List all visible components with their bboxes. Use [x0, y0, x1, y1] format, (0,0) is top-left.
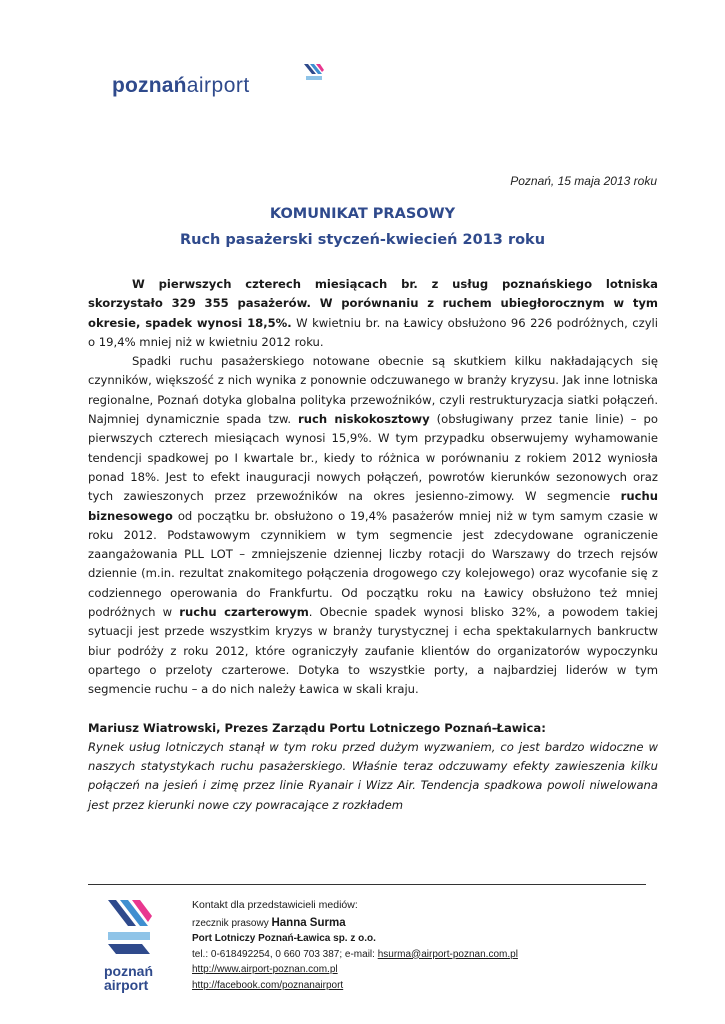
para2-text-1: Spadki ruchu pasażerskiego notowane obecnie są skutkiem kilku nakładających się czynników, większość z nich wynika z ponownie odczuwanego w branży kryzysu. Jak inne lotniska regionalne, Poznań dotyka globalna polityka przewoźników, czyli restrukturyzacja siatki połączeń. Najmniej dynamicznie spada tzw. [88, 354, 658, 427]
logo-word-airport: airport [186, 74, 250, 97]
footer-divider [88, 884, 646, 885]
paragraph-2 [88, 352, 658, 699]
phone-text: tel.: 0-618492254, 0 660 703 387; e-mail: [192, 948, 378, 960]
para2-bold-charter: ruchu czarterowym [179, 605, 309, 620]
spokesperson-name: Hanna Surma [271, 916, 346, 929]
footer-logo-word-airport: airport [104, 977, 149, 993]
quote-author-text: Mariusz Wiatrowski, Prezes Zarządu Portu Lotniczego Poznań-Ławica: [88, 720, 546, 735]
website-link[interactable]: http://www.airport-poznan.com.pl [192, 964, 338, 975]
spokesperson-line [192, 916, 612, 932]
logo-wordmark [112, 74, 250, 98]
para2-text-2: (obsługiwany przez tanie linie) – po pierwszych czterech miesiącach wynosi 15,9%. W tym przypadku obserwujemy wyhamowanie tendencji spadkowej po I kwartale br., kiedy to różnica w porównaniu z rokiem 2012 wyniosła ponad 18%. Jest to efekt inauguracji nowych połączeń, powrotów kierunków sezonowych oraz tych zawieszonych przez przewoźników na okres jesienno-zimowy. W segmencie [88, 412, 658, 504]
company-name: Port Lotniczy Poznań-Ławica sp. z o.o. [192, 933, 376, 944]
email-link[interactable]: hsurma@airport-poznan.com.pl [377, 948, 518, 960]
release-date: Poznań, 15 maja 2013 roku [510, 174, 657, 188]
para2-text-4: . Obecnie spadek wynosi blisko 32%, a powodem takiej sytuacji jest przede wszystkim kryzys w branży turystycznej i echa spektakularnych bankructw biur podróży z roku 2012, które ograniczyły zaufanie klientów do organizatorów wypoczynku opartego o przeloty czarterowe. Dotyka to wszystkie porty, a najbardziej liderów w tym segmencie ruchu – a do nich należy Ławica w skali kraju. [88, 605, 658, 697]
logo-word-poznan: poznań [112, 74, 187, 97]
header-logo [112, 62, 332, 98]
document-title: KOMUNIKAT PRASOWY [269, 206, 456, 222]
paragraph-1 [88, 275, 658, 352]
quote-author [88, 719, 658, 738]
contact-label: Kontakt dla przedstawicieli mediów: [192, 899, 358, 911]
footer-logo-stripes-icon [106, 896, 154, 958]
spokesperson-role: rzecznik prasowy [192, 917, 272, 929]
document-subtitle: Ruch pasażerski styczeń-kwiecień 2013 roku [179, 232, 546, 248]
phone-email-line [192, 947, 612, 963]
contact-block [192, 898, 612, 993]
document-body [88, 275, 658, 815]
footer-logo-word-poznan: poznań [104, 963, 153, 979]
para2-bold-lowcost: ruch niskokosztowy [298, 412, 430, 427]
para2-text-3: od początku br. obsłużono o 19,4% pasażerów mniej niż w tym samym czasie w roku 2012. Podstawowym czynnikiem w tym segmencie jest zdecydowane ograniczenie zaangażowania PLL LOT – zmniejszenie dziennej liczby rotacji do Warszawy do trzech rejsów dziennie (m.in. rezultat znakomitego połączenia drogowego czy kolejowego) oraz wycofanie się z codziennego operowania do Frankfurtu. Od początku roku na Ławicy obsłużono też mniej podróżnych w [88, 508, 658, 620]
footer-logo [104, 896, 164, 996]
para2-bold-business: ruchu biznesowego [88, 489, 658, 523]
logo-stripes-icon [302, 62, 326, 84]
paragraph-spacer [88, 700, 658, 719]
quote-text: Rynek usług lotniczych stanął w tym roku przed dużym wyzwaniem, co jest bardzo widoczne w naszych statystykach ruchu pasażerskiego. Właśnie teraz odczuwamy efekty zawieszenia kilku połączeń na jesień i zimę przez linie Ryanair i Wizz Air. Tendencja spadkowa powoli niwelowana jest przez kierunki nowe czy powracające z rozkładem [88, 739, 658, 812]
facebook-link[interactable]: http://facebook.com/poznanairport [192, 979, 344, 991]
para1-bold-lead: W pierwszych czterech miesiącach br. z usług poznańskiego lotniska skorzystało 329 355 pasażerów. W porównaniu z ruchem ubiegłorocznym w tym okresie, spadek wynosi 18,5%. [88, 277, 658, 330]
para1-text: W kwietniu br. na Ławicy obsłużono 96 226 podróżnych, czyli o 19,4% mniej niż w kwietniu 2012 roku. [88, 315, 659, 349]
